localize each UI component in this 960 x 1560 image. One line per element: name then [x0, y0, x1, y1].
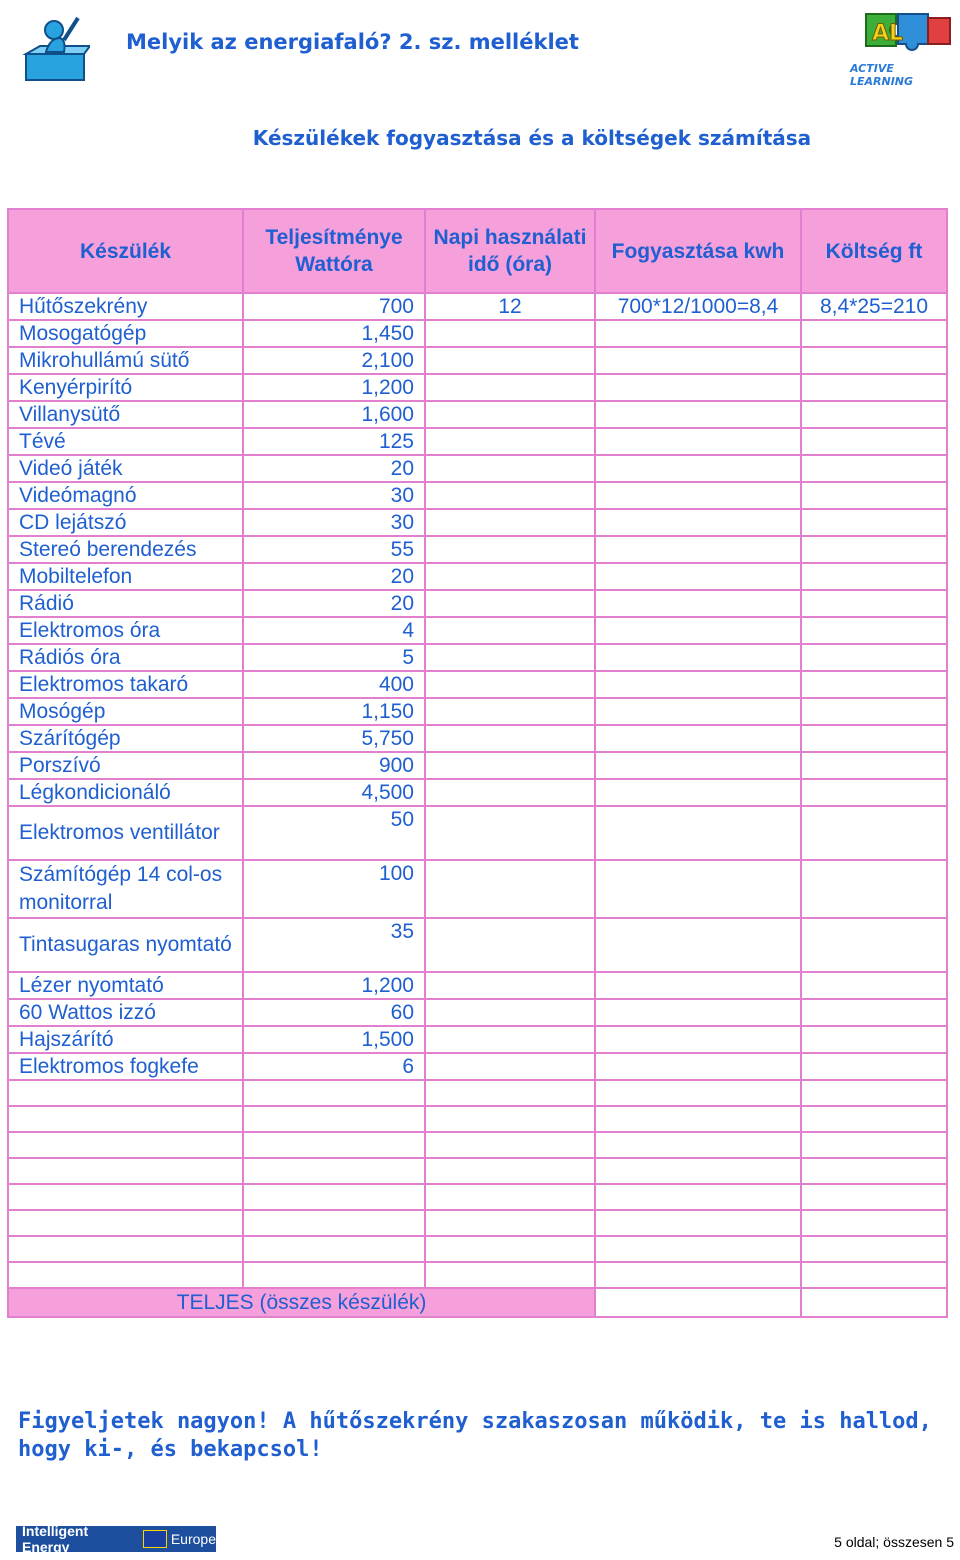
cost-cell — [801, 999, 947, 1026]
power-cell: 50 — [243, 806, 425, 860]
daily-use-cell — [425, 617, 595, 644]
consumption-cell — [595, 671, 801, 698]
blank-cell — [243, 1210, 425, 1236]
daily-use-cell — [425, 644, 595, 671]
consumption-cell: 700*12/1000=8,4 — [595, 293, 801, 320]
header-row — [8, 209, 947, 293]
daily-use-cell — [425, 698, 595, 725]
table-row — [8, 536, 947, 563]
cost-cell — [801, 374, 947, 401]
table-row — [8, 293, 947, 320]
power-cell: 1,600 — [243, 401, 425, 428]
daily-use-cell — [425, 860, 595, 918]
device-name-cell: Hajszárító — [8, 1026, 243, 1053]
table-row — [8, 428, 947, 455]
blank-cell — [595, 1080, 801, 1106]
table-row — [8, 698, 947, 725]
column-header-daily-use: Napi használati idő (óra) — [425, 209, 595, 293]
consumption-cell — [595, 1053, 801, 1080]
blank-cell — [8, 1106, 243, 1132]
blank-cell — [243, 1236, 425, 1262]
cost-cell — [801, 401, 947, 428]
cost-cell — [801, 320, 947, 347]
table-row — [8, 347, 947, 374]
consumption-cell — [595, 320, 801, 347]
cost-cell — [801, 752, 947, 779]
consumption-cell — [595, 806, 801, 860]
column-header-cost: Költség ft — [801, 209, 947, 293]
device-name-cell: Lézer nyomtató — [8, 972, 243, 999]
device-name-cell: Videó játék — [8, 455, 243, 482]
total-row — [8, 1288, 947, 1317]
power-cell: 700 — [243, 293, 425, 320]
device-name-cell: Porszívó — [8, 752, 243, 779]
blank-cell — [595, 1106, 801, 1132]
cost-cell — [801, 563, 947, 590]
blank-row — [8, 1080, 947, 1106]
daily-use-cell — [425, 455, 595, 482]
power-cell: 35 — [243, 918, 425, 972]
device-name-cell: Mosogatógép — [8, 320, 243, 347]
table-row — [8, 999, 947, 1026]
blank-row — [8, 1158, 947, 1184]
daily-use-cell — [425, 918, 595, 972]
blank-row — [8, 1106, 947, 1132]
device-name-cell: Elektromos takaró — [8, 671, 243, 698]
daily-use-cell — [425, 779, 595, 806]
cost-cell — [801, 644, 947, 671]
table-row — [8, 860, 947, 918]
power-cell: 1,200 — [243, 972, 425, 999]
power-cell: 30 — [243, 509, 425, 536]
table-row — [8, 972, 947, 999]
table-row — [8, 320, 947, 347]
cost-cell — [801, 1026, 947, 1053]
consumption-cell — [595, 725, 801, 752]
blank-cell — [595, 1184, 801, 1210]
table-row — [8, 455, 947, 482]
cost-cell — [801, 617, 947, 644]
cost-cell: 8,4*25=210 — [801, 293, 947, 320]
cost-cell — [801, 455, 947, 482]
blank-cell — [425, 1158, 595, 1184]
column-header-consumption: Fogyasztása kwh — [595, 209, 801, 293]
cost-cell — [801, 860, 947, 918]
device-name-cell: Légkondicionáló — [8, 779, 243, 806]
consumption-cell — [595, 347, 801, 374]
consumption-cell — [595, 455, 801, 482]
device-name-cell: Videómagnó — [8, 482, 243, 509]
device-name-cell: Elektromos ventillátor — [8, 806, 243, 860]
blank-cell — [595, 1210, 801, 1236]
device-name-cell: Kenyérpirító — [8, 374, 243, 401]
power-cell: 100 — [243, 860, 425, 918]
blank-cell — [425, 1184, 595, 1210]
blank-cell — [801, 1158, 947, 1184]
daily-use-cell — [425, 1026, 595, 1053]
cost-cell — [801, 725, 947, 752]
consumption-cell — [595, 972, 801, 999]
blank-cell — [8, 1236, 243, 1262]
daily-use-cell — [425, 536, 595, 563]
table-row — [8, 806, 947, 860]
device-name-cell: Rádió — [8, 590, 243, 617]
device-name-cell: Számítógép 14 col-os monitorral — [8, 860, 243, 918]
column-header-power: Teljesítménye Wattóra — [243, 209, 425, 293]
cost-cell — [801, 806, 947, 860]
table-row — [8, 644, 947, 671]
table-row — [8, 752, 947, 779]
cost-cell — [801, 482, 947, 509]
blank-cell — [8, 1262, 243, 1288]
table-row — [8, 918, 947, 972]
table-row — [8, 590, 947, 617]
blank-cell — [8, 1080, 243, 1106]
power-cell: 20 — [243, 563, 425, 590]
consumption-cell — [595, 590, 801, 617]
blank-row — [8, 1184, 947, 1210]
device-name-cell: Villanysütő — [8, 401, 243, 428]
table-row — [8, 401, 947, 428]
blank-row — [8, 1236, 947, 1262]
consumption-cell — [595, 374, 801, 401]
logo-caption: ACTIVE LEARNING — [850, 62, 914, 88]
blank-row — [8, 1132, 947, 1158]
daily-use-cell — [425, 999, 595, 1026]
power-cell: 5,750 — [243, 725, 425, 752]
device-name-cell: Tintasugaras nyomtató — [8, 918, 243, 972]
daily-use-cell — [425, 428, 595, 455]
table-row — [8, 563, 947, 590]
device-name-cell: Elektromos óra — [8, 617, 243, 644]
table-row — [8, 374, 947, 401]
blank-cell — [801, 1236, 947, 1262]
consumption-cell — [595, 509, 801, 536]
cost-cell — [801, 918, 947, 972]
device-name-cell: Mosógép — [8, 698, 243, 725]
cost-cell — [801, 972, 947, 999]
consumption-cell — [595, 860, 801, 918]
blank-cell — [801, 1132, 947, 1158]
device-name-cell: Elektromos fogkefe — [8, 1053, 243, 1080]
cost-cell — [801, 428, 947, 455]
footer-logo-europe: Europe — [170, 1531, 216, 1547]
power-cell: 55 — [243, 536, 425, 563]
daily-use-cell — [425, 401, 595, 428]
blank-cell — [425, 1132, 595, 1158]
daily-use-cell — [425, 752, 595, 779]
blank-cell — [595, 1262, 801, 1288]
table-row — [8, 779, 947, 806]
consumption-cell — [595, 999, 801, 1026]
blank-cell — [243, 1080, 425, 1106]
blank-cell — [801, 1210, 947, 1236]
consumption-cell — [595, 752, 801, 779]
power-cell: 400 — [243, 671, 425, 698]
device-name-cell: Szárítógép — [8, 725, 243, 752]
device-name-cell: Mobiltelefon — [8, 563, 243, 590]
consumption-cell — [595, 644, 801, 671]
daily-use-cell — [425, 482, 595, 509]
page-subtitle: Készülékek fogyasztása és a költségek számítása — [252, 126, 812, 150]
total-cost-cell — [801, 1288, 947, 1317]
device-name-cell: 60 Wattos izzó — [8, 999, 243, 1026]
blank-cell — [243, 1106, 425, 1132]
daily-use-cell — [425, 671, 595, 698]
blank-cell — [243, 1132, 425, 1158]
power-cell: 60 — [243, 999, 425, 1026]
cost-cell — [801, 1053, 947, 1080]
table-row — [8, 1026, 947, 1053]
column-header-device: Készülék — [8, 209, 243, 293]
cost-cell — [801, 536, 947, 563]
blank-row — [8, 1210, 947, 1236]
cost-cell — [801, 779, 947, 806]
blank-cell — [801, 1184, 947, 1210]
daily-use-cell — [425, 725, 595, 752]
daily-use-cell — [425, 806, 595, 860]
blank-cell — [425, 1080, 595, 1106]
table-row — [8, 482, 947, 509]
daily-use-cell: 12 — [425, 293, 595, 320]
consumption-cell — [595, 617, 801, 644]
daily-use-cell — [425, 320, 595, 347]
device-name-cell: Mikrohullámú sütő — [8, 347, 243, 374]
footer-logo-text: Intelligent Energy — [22, 1523, 89, 1555]
table-row — [8, 725, 947, 752]
power-cell: 30 — [243, 482, 425, 509]
consumption-cell — [595, 1026, 801, 1053]
intelligent-energy-logo — [16, 1523, 216, 1555]
blank-cell — [425, 1210, 595, 1236]
cost-cell — [801, 509, 947, 536]
blank-cell — [243, 1158, 425, 1184]
power-cell: 4,500 — [243, 779, 425, 806]
power-cell: 1,500 — [243, 1026, 425, 1053]
consumption-cell — [595, 779, 801, 806]
blank-cell — [801, 1106, 947, 1132]
blank-cell — [801, 1262, 947, 1288]
blank-cell — [8, 1132, 243, 1158]
power-cell: 20 — [243, 590, 425, 617]
cost-cell — [801, 698, 947, 725]
blank-cell — [425, 1236, 595, 1262]
blank-cell — [243, 1262, 425, 1288]
daily-use-cell — [425, 563, 595, 590]
total-label: TELJES (összes készülék) — [8, 1288, 595, 1317]
logo-mark: AL — [872, 21, 904, 46]
daily-use-cell — [425, 347, 595, 374]
table-body — [8, 293, 947, 1317]
daily-use-cell — [425, 509, 595, 536]
cost-cell — [801, 671, 947, 698]
device-name-cell: CD lejátszó — [8, 509, 243, 536]
power-cell: 1,150 — [243, 698, 425, 725]
power-cell: 900 — [243, 752, 425, 779]
consumption-cell — [595, 428, 801, 455]
table-row — [8, 1053, 947, 1080]
cost-cell — [801, 590, 947, 617]
power-cell: 5 — [243, 644, 425, 671]
table-row — [8, 617, 947, 644]
consumption-cell — [595, 536, 801, 563]
blank-cell — [243, 1184, 425, 1210]
blank-cell — [425, 1106, 595, 1132]
device-name-cell: Stereó berendezés — [8, 536, 243, 563]
daily-use-cell — [425, 1053, 595, 1080]
device-name-cell: Hűtőszekrény — [8, 293, 243, 320]
blank-cell — [8, 1158, 243, 1184]
device-name-cell: Tévé — [8, 428, 243, 455]
blank-cell — [8, 1210, 243, 1236]
power-cell: 20 — [243, 455, 425, 482]
eu-flag-icon — [143, 1530, 167, 1548]
power-cell: 1,450 — [243, 320, 425, 347]
consumption-table — [7, 208, 948, 1318]
blank-row — [8, 1262, 947, 1288]
document-title: Melyik az energiafaló? 2. sz. melléklet — [126, 30, 579, 54]
blank-cell — [801, 1080, 947, 1106]
consumption-cell — [595, 563, 801, 590]
table-row — [8, 509, 947, 536]
power-cell: 6 — [243, 1053, 425, 1080]
blank-cell — [595, 1158, 801, 1184]
consumption-cell — [595, 918, 801, 972]
table-row — [8, 671, 947, 698]
blank-cell — [595, 1132, 801, 1158]
power-cell: 125 — [243, 428, 425, 455]
page-number: 5 oldal; összesen 5 — [834, 1534, 954, 1550]
consumption-cell — [595, 482, 801, 509]
power-cell: 4 — [243, 617, 425, 644]
presenter-logo-icon — [20, 12, 90, 84]
cost-cell — [801, 347, 947, 374]
total-consumption-cell — [595, 1288, 801, 1317]
power-cell: 2,100 — [243, 347, 425, 374]
daily-use-cell — [425, 590, 595, 617]
consumption-cell — [595, 698, 801, 725]
blank-cell — [595, 1236, 801, 1262]
power-cell: 1,200 — [243, 374, 425, 401]
blank-cell — [8, 1184, 243, 1210]
daily-use-cell — [425, 972, 595, 999]
blank-cell — [425, 1262, 595, 1288]
device-name-cell: Rádiós óra — [8, 644, 243, 671]
warning-note: Figyeljetek nagyon! A hűtőszekrény szakaszosan működik, te is hallod, hogy ki-, és bekapcsol! — [18, 1409, 932, 1462]
consumption-cell — [595, 401, 801, 428]
daily-use-cell — [425, 374, 595, 401]
